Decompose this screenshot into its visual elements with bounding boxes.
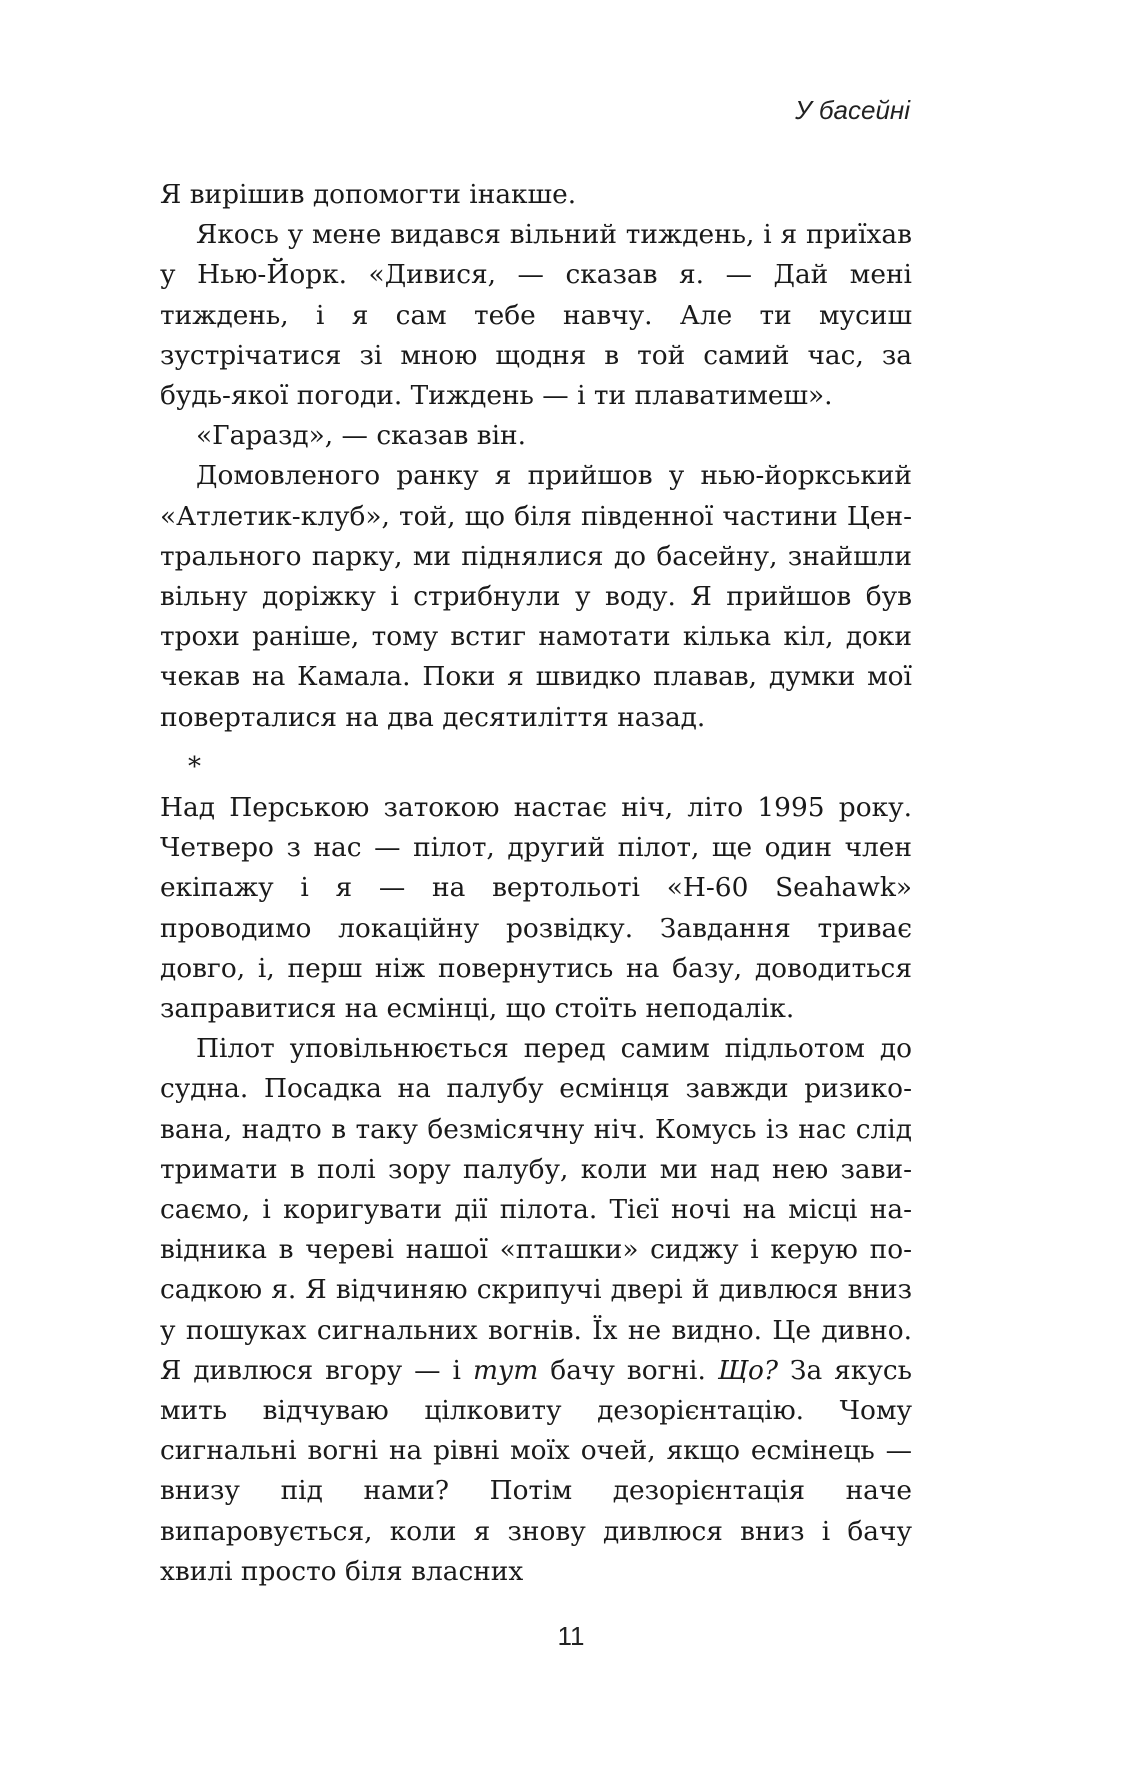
italic-emphasis: Що? (717, 1354, 779, 1386)
paragraph: Домовленого ранку я прийшов у нью-йоркський «Атлетик-клуб», той, що біля південної частини Центрального парку, ми піднялися до басейну, знайшли вільну доріжку і стрибнули у воду. Я прийшов був трохи раніше, тому встиг намотати кілька кіл, доки чекав на Камала. Поки я швидко плавав, думки мої поверталися на два десятиліття назад. (160, 460, 912, 733)
text-run: бачу вогні. (538, 1354, 718, 1386)
body-text-section-1 (160, 175, 912, 738)
paragraph: Я вирішив допомогти інакше. (160, 179, 577, 210)
paragraph: «Гаразд», — сказав він. (196, 420, 526, 452)
body-text-section-2 (160, 788, 912, 1592)
italic-emphasis: тут (472, 1354, 539, 1386)
section-separator: * (188, 752, 201, 782)
text-run: Пілот уповільнюється перед самим підльотом до судна. Посадка на палубу есмінця завжди ризикована, надто в таку безмісячну ніч. Комусь із нас слід тримати в полі зору палубу, коли ми над нею зависаємо, і коригувати дії пілота. Тієї ночі на місці навідника в череві нашої «пташки» сиджу і керую посадкою я. Я відчиняю скрипучі двері й дивлюся вниз у пошуках сигнальних вогнів. Їх не видно. Це дивно. Я дивлюся вгору — і (160, 1033, 912, 1386)
paragraph: Якось у мене видався вільний тиждень, і я приїхав у Нью-Йорк. «Дивися, — сказав я. — Дай мені тиждень, і я сам тебе навчу. Але ти мусиш зустрічатися зі мною щодня в той самий час, за будь-якої погоди. Тиждень — і ти плаватимеш». (160, 219, 912, 412)
running-head-title: У басейні (795, 95, 910, 125)
paragraph: Над Перською затокою настає ніч, літо 1995 року. Четверо з нас — пілот, другий пілот, ще один член екіпажу і я — на вертольоті «H-60 Seahawk» проводимо локаційну розвідку. Завдання триває довго, і, перш ніж повернутись на базу, доводиться заправитися на есмінці, що стоїть неподалік. (160, 792, 912, 1025)
text-run: За якусь мить відчуваю цілковиту дезорієнтацію. Чому сигнальні вогні на рівні моїх очей, якщо есмінець — внизу під нами? Потім дезорієнтація наче випаровується, коли я знову дивлюся вниз і бачу хвилі просто біля власних (160, 1354, 913, 1587)
page-number: 11 (557, 1621, 585, 1651)
paragraph (160, 1029, 912, 1592)
